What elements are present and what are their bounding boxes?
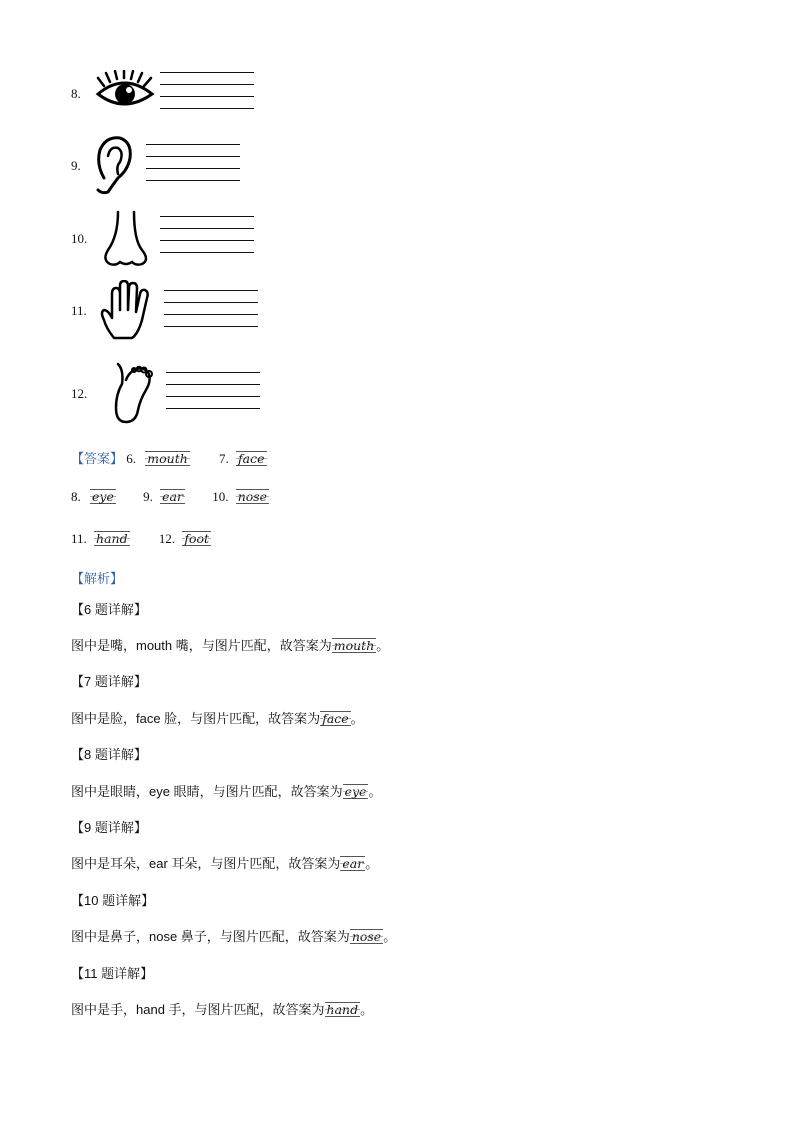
writing-lines [160, 72, 254, 120]
hand-icon [98, 280, 156, 342]
answer-row [71, 448, 267, 467]
answer-word: nose [351, 929, 382, 944]
answer-number: 7. [219, 451, 229, 466]
answer-number: 10. [212, 489, 229, 504]
question-number: 10. [71, 231, 88, 246]
detail-sentence: 图中是脸，face 脸，与图片匹配，故答案为 [71, 711, 321, 726]
answer-word: eye [92, 489, 114, 504]
answer-label: 【答案】 [71, 451, 124, 466]
eye-icon [94, 70, 156, 114]
writing-lines [166, 372, 260, 420]
ear-icon [94, 134, 134, 196]
detail-text [71, 853, 378, 872]
detail-end: 。 [365, 856, 379, 871]
question-number: 8. [71, 86, 81, 101]
detail-text [71, 781, 381, 800]
answer-word: ear [342, 856, 364, 871]
detail-sentence: 图中是嘴，mouth 嘴，与图片匹配，故答案为 [71, 638, 332, 653]
detail-end: 。 [360, 1002, 374, 1017]
detail-sentence: 图中是眼睛，eye 眼睛，与图片匹配，故答案为 [71, 784, 343, 799]
answer-word: mouth [333, 638, 375, 653]
answer-number: 12. [158, 531, 176, 546]
detail-text [71, 708, 364, 727]
answer-word: ear [162, 489, 183, 504]
analysis-label: 【解析】 [71, 571, 124, 586]
answer-word: hand [96, 531, 128, 546]
answer-row [71, 531, 211, 547]
answer-word: foot [184, 531, 210, 546]
answer-word: nose [237, 489, 268, 504]
answer-number: 6. [126, 451, 137, 466]
detail-text [71, 635, 389, 654]
answer-word: eye [344, 784, 367, 799]
nose-icon [100, 210, 152, 268]
answer-number: 11. [71, 531, 87, 546]
writing-lines [164, 290, 258, 338]
detail-heading: 【7 题详解】 [71, 674, 147, 689]
detail-text [71, 926, 396, 945]
detail-text [71, 999, 373, 1018]
answer-word: mouth [147, 451, 188, 466]
detail-end: 。 [350, 711, 364, 726]
answer-number: 9. [143, 489, 153, 504]
answer-number: 8. [71, 489, 81, 504]
detail-end: 。 [376, 638, 390, 653]
answer-word: face [238, 451, 265, 466]
foot-icon [102, 360, 154, 426]
detail-sentence: 图中是手，hand 手，与图片匹配，故答案为 [71, 1002, 325, 1017]
detail-heading: 【10 题详解】 [71, 893, 155, 908]
answer-word: hand [326, 1002, 359, 1017]
answer-word: face [322, 711, 349, 726]
question-number: 12. [71, 386, 88, 401]
question-number: 11. [71, 303, 87, 318]
detail-end: 。 [383, 929, 397, 944]
detail-sentence: 图中是鼻子，nose 鼻子，与图片匹配，故答案为 [71, 929, 350, 944]
question-number: 9. [71, 158, 81, 173]
detail-heading: 【9 题详解】 [71, 820, 147, 835]
writing-lines [160, 216, 254, 264]
detail-heading: 【11 题详解】 [71, 966, 154, 981]
detail-heading: 【8 题详解】 [71, 747, 147, 762]
answer-row [71, 489, 269, 505]
writing-lines [146, 144, 240, 192]
detail-heading: 【6 题详解】 [71, 602, 147, 617]
detail-sentence: 图中是耳朵，ear 耳朵，与图片匹配，故答案为 [71, 856, 341, 871]
detail-end: 。 [368, 784, 382, 799]
